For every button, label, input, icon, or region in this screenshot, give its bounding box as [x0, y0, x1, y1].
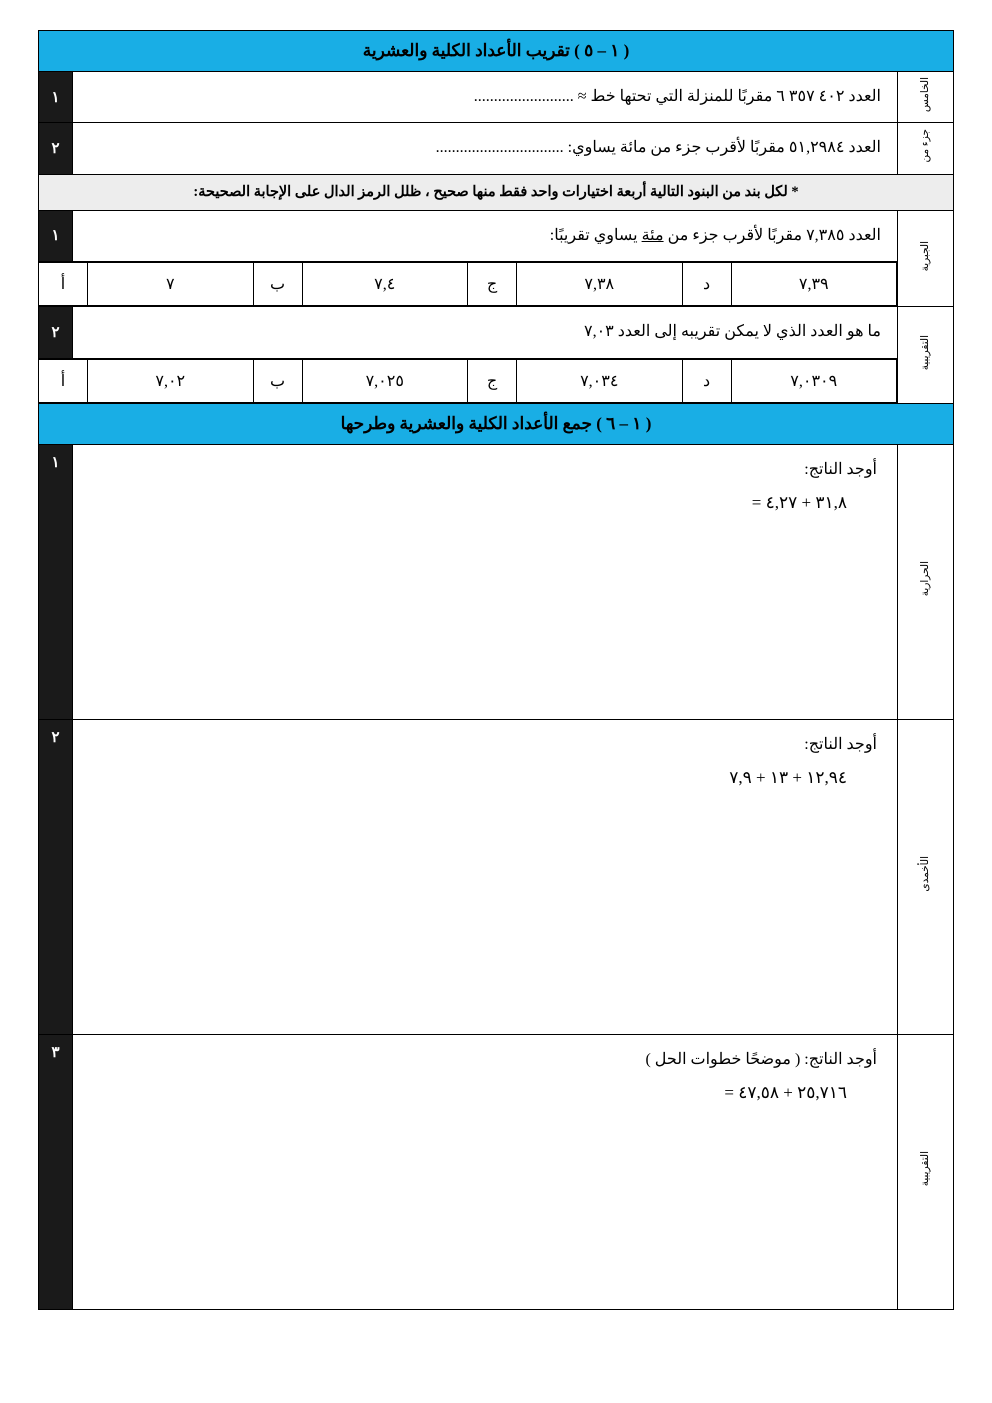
- mcq-question-text: [73, 307, 898, 358]
- side-label: [898, 719, 954, 1034]
- question-text-cell: [73, 123, 898, 174]
- side-label: [898, 444, 954, 719]
- mcq-stem-row: [39, 210, 954, 261]
- mcq-instruction: * لكل بند من البنود التالية أربعة اختيارات واحد فقط منها صحيح ، ظلل الرمز الدال على الإجابة الصحيحة:: [39, 174, 954, 210]
- choices-container: [39, 358, 898, 403]
- choice-letter-a[interactable]: أ: [39, 359, 88, 402]
- work-expression: ٣١,٨ + ٤,٢٧ =: [751, 492, 847, 512]
- work-title: أوجد الناتج:: [804, 735, 877, 753]
- choice-value-b[interactable]: ٧,٤: [302, 263, 468, 306]
- question-statement: العدد ٤٠٢ ٣٥٧ ٦ مقربًا للمنزلة التي تحتها خط ≈: [577, 88, 881, 105]
- choice-value-d[interactable]: ٧,٣٩: [731, 263, 897, 306]
- instruction-row: [39, 174, 954, 210]
- side-label-text: الحرارية: [919, 561, 931, 597]
- choice-letter-a[interactable]: أ: [39, 263, 88, 306]
- choice-letter-d[interactable]: د: [682, 359, 731, 402]
- question-row: [39, 123, 954, 174]
- question-number: ٢: [39, 307, 73, 358]
- worksheet-table: [38, 30, 954, 1310]
- mcq-stem-part-2: يساوي تقريبًا:: [549, 226, 642, 244]
- work-area[interactable]: [73, 719, 898, 1034]
- choice-letter-b[interactable]: ب: [253, 263, 302, 306]
- section-band-row: [39, 31, 954, 72]
- side-label-text: التقريبية: [919, 334, 931, 370]
- choice-value-a[interactable]: ٧,٠٢: [88, 359, 254, 402]
- mcq-stem-row: [39, 307, 954, 358]
- mcq-stem-emphasis: مئة: [641, 226, 664, 244]
- mcq-stem-part-1: ما هو العدد الذي لا يمكن تقريبه إلى العدد ٧,٠٣: [583, 323, 881, 341]
- work-row: [39, 444, 954, 719]
- side-label: [898, 72, 954, 123]
- side-label: [898, 1034, 954, 1309]
- section-6-title: ( ١ – ٦ ) جمع الأعداد الكلية والعشرية وطرحها: [39, 403, 954, 444]
- choice-letter-c[interactable]: ج: [468, 359, 517, 402]
- mcq-choices-row: [39, 358, 954, 403]
- side-label-text: الخامس: [919, 77, 931, 113]
- question-text-cell: [73, 72, 898, 123]
- choice-letter-d[interactable]: د: [682, 263, 731, 306]
- side-label: [898, 123, 954, 174]
- question-number: ١: [39, 72, 73, 123]
- side-label-text: الجبرية: [919, 240, 931, 272]
- work-row: [39, 719, 954, 1034]
- mcq-choices-row: [39, 262, 954, 307]
- choice-value-c[interactable]: ٧,٣٨: [517, 263, 683, 306]
- work-expression: ٢٥,٧١٦ + ٤٧,٥٨ =: [724, 1082, 847, 1102]
- question-number: ١: [39, 210, 73, 261]
- choices-table: [39, 262, 897, 306]
- question-number: ٢: [39, 719, 73, 1034]
- work-area[interactable]: [73, 444, 898, 719]
- choice-letter-b[interactable]: ب: [253, 359, 302, 402]
- work-row: [39, 1034, 954, 1309]
- side-label-text: التقريبية: [919, 1151, 931, 1187]
- choice-value-d[interactable]: ٧,٠٣٠٩: [731, 359, 897, 402]
- side-label: [898, 210, 954, 306]
- side-label: [898, 307, 954, 403]
- work-expression: ١٢,٩٤ + ١٣ + ٧,٩: [729, 767, 847, 787]
- question-number: ٣: [39, 1034, 73, 1309]
- choice-value-b[interactable]: ٧,٠٢٥: [302, 359, 468, 402]
- mcq-question-text: [73, 210, 898, 261]
- section-band-row: [39, 403, 954, 444]
- question-row: [39, 72, 954, 123]
- choice-value-a[interactable]: ٧: [88, 263, 254, 306]
- mcq-stem-part-1: العدد ٧,٣٨٥ مقربًا لأقرب جزء من: [663, 226, 881, 244]
- question-number: ١: [39, 444, 73, 719]
- question-statement: العدد ٥١,٢٩٨٤ مقربًا لأقرب جزء من مائة يساوي:: [567, 139, 881, 157]
- answer-dots[interactable]: ................................: [435, 139, 564, 157]
- choices-table: [39, 359, 897, 403]
- side-label-text: جزء من: [919, 129, 931, 163]
- answer-dots[interactable]: .........................: [473, 88, 574, 105]
- choice-value-c[interactable]: ٧,٠٣٤: [517, 359, 683, 402]
- choices-container: [39, 262, 898, 307]
- work-area[interactable]: [73, 1034, 898, 1309]
- section-5-title: ( ١ – ٥ ) تقريب الأعداد الكلية والعشرية: [39, 31, 954, 72]
- side-label-text: الأخمدى: [919, 856, 931, 892]
- work-title: أوجد الناتج: ( موضحًا خطوات الحل ): [645, 1050, 877, 1068]
- choice-letter-c[interactable]: ج: [468, 263, 517, 306]
- question-number: ٢: [39, 123, 73, 174]
- work-title: أوجد الناتج:: [804, 460, 877, 478]
